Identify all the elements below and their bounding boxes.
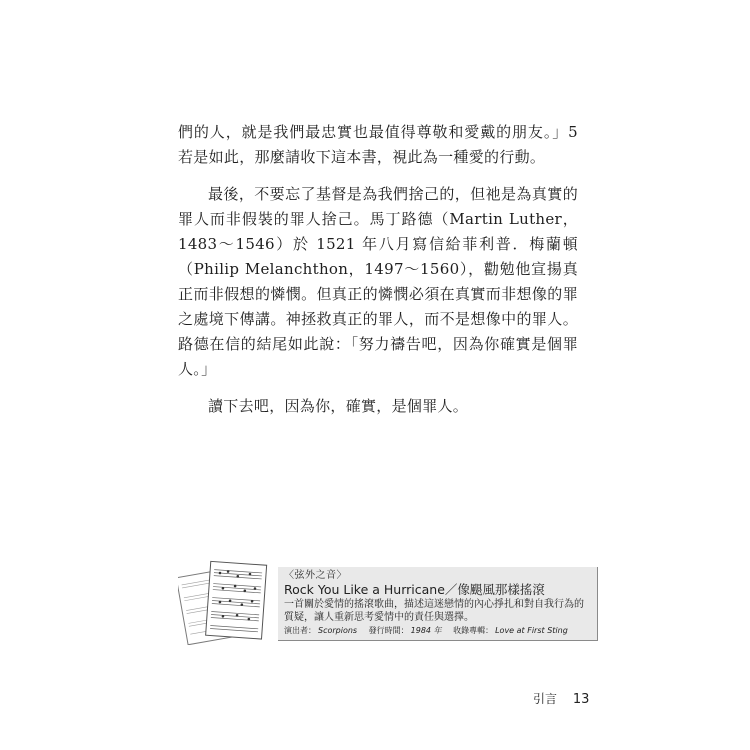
song-metadata — [284, 625, 591, 637]
paragraph-luther: 最後，不要忘了基督是為我們捨己的，但祂是為真實的罪人而非假裝的罪人捨己。馬丁路德（Martin Luther，1483～1546）於 1521 年八月寫信給菲利普．梅蘭頓（Philip Melanchthon，1497～1560），勸勉他宣揚真正而非假想的憐憫。但真正的憐憫必須在真實而非想像的罪之處境下傳講。神拯救真正的罪人，而不是想像中的罪人。路德在信的結尾如此說：「努力禱告吧，因為你確實是個罪人。」 — [178, 185, 578, 378]
paragraph-closing: 讀下去吧，因為你，確實，是個罪人。 — [208, 397, 469, 415]
page-number: 13 — [572, 692, 590, 707]
section-name: 引言 — [533, 692, 558, 706]
release-label: 發行時間： — [368, 626, 409, 635]
song-description: 一首關於愛情的搖滾歌曲，描述這迷戀情的內心掙扎和對自我行為的質疑，讓人重新思考愛情中的責任與選擇。 — [284, 599, 584, 623]
album-label: 收錄專輯： — [453, 626, 494, 635]
music-sidebar — [178, 557, 590, 645]
page-footer — [533, 690, 589, 707]
album-value: Love at First Sting — [495, 626, 568, 635]
sheet-music-icon — [178, 557, 273, 645]
body-text — [178, 120, 578, 431]
paragraph-continuation: 們的人，就是我們最忠實也最值得尊敬和愛戴的朋友。」5若是如此，那麼請收下這本書，視此為一種愛的行動。 — [178, 123, 578, 166]
release-value: 1984 年 — [410, 626, 442, 635]
song-title: Rock You Like a Hurricane／像颶風那樣搖滾 — [284, 582, 545, 597]
music-info-panel — [278, 567, 598, 641]
sidebar-label: 〈弦外之音〉 — [284, 570, 347, 581]
performer-label: 演出者： — [284, 626, 316, 635]
performer-value: Scorpions — [318, 626, 358, 635]
